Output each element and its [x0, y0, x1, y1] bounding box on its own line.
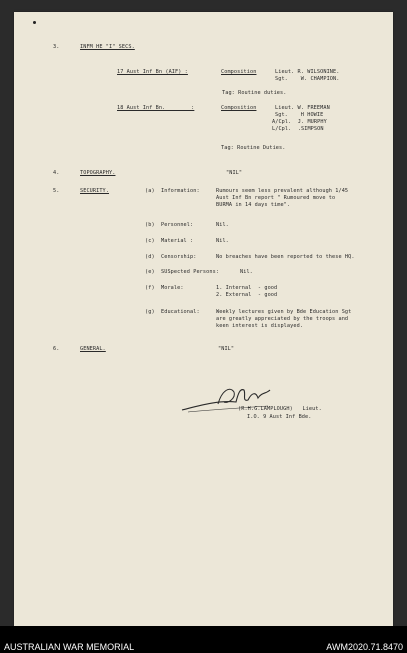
item-f-label: Morale:	[161, 285, 184, 291]
item-a-label: Information:	[161, 188, 200, 194]
composition-2-line-3: A/Cpl. J. MURPHY	[272, 119, 327, 125]
archive-footer	[0, 626, 407, 653]
tag-2: Tag: Routine Duties.	[221, 145, 286, 151]
item-g-label: Educational:	[161, 309, 200, 315]
item-a-line-1: Rumours seem less prevalent although 1/45	[216, 188, 349, 194]
tag-1: Tag: Routine duties.	[222, 90, 287, 96]
item-g-line-2: are greatly appreciated by the troops and	[216, 316, 349, 322]
section-6-number: 6.	[53, 346, 60, 352]
item-c-label: Material :	[161, 238, 194, 244]
composition-label-1: Composition	[221, 69, 257, 75]
section-3-number: 3.	[53, 44, 60, 50]
item-g-key: (g)	[145, 309, 155, 315]
section-6-title: GENERAL.	[80, 346, 106, 352]
item-e-label: SUSpected Persons:	[161, 269, 220, 275]
item-e-value: Nil.	[240, 269, 253, 275]
composition-1-line-1: Lieut. R. WILSONINE.	[275, 69, 340, 75]
item-e-key: (e)	[145, 269, 155, 275]
item-d-value: No breaches have been reported to these HQ.	[216, 254, 355, 260]
signatory-name: (R.H.G.LAMPLOUGH) Lieut.	[238, 406, 322, 412]
composition-2-line-2: Sgt. H HOWIE	[275, 112, 324, 118]
accession-number: AWM2020.71.8470	[326, 642, 403, 652]
item-a-key: (a)	[145, 188, 155, 194]
composition-2-line-4: L/Cpl. .SIMPSON	[272, 126, 324, 132]
item-b-label: Personnel:	[161, 222, 194, 228]
unit-17-heading: 17 Aust Inf Bn (AIF) :	[117, 69, 188, 75]
item-a-line-2: Aust Inf Bn report " Rumoured move to	[216, 195, 336, 201]
signatory-role: I.O. 9 Aust Inf Bde.	[247, 414, 312, 420]
item-f-line-1: 1. Internal - good	[216, 285, 278, 291]
section-5-title: SECURITY.	[80, 188, 110, 194]
item-a-line-3: BURMA in 14 days time".	[216, 202, 291, 208]
item-f-line-2: 2. External - good	[216, 292, 278, 298]
composition-2-line-1: Lieut. W. FREEMAN	[275, 105, 330, 111]
composition-label-2: Composition	[221, 105, 257, 111]
punch-hole	[33, 21, 36, 24]
item-c-value: Nil.	[216, 238, 229, 244]
item-g-line-3: keen interest is displayed.	[216, 323, 304, 329]
item-b-key: (b)	[145, 222, 155, 228]
section-4-value: "NIL"	[226, 170, 243, 176]
section-6-value: "NIL"	[218, 346, 235, 352]
section-4-title: TOPOGRAPHY.	[80, 170, 116, 176]
item-c-key: (c)	[145, 238, 155, 244]
item-f-key: (f)	[145, 285, 155, 291]
item-d-key: (d)	[145, 254, 155, 260]
item-g-line-1: Weekly lectures given by Bde Education Sgt	[216, 309, 352, 315]
item-d-label: Censorship:	[161, 254, 197, 260]
section-4-number: 4.	[53, 170, 60, 176]
institution-name: AUSTRALIAN WAR MEMORIAL	[4, 642, 135, 652]
item-b-value: Nil.	[216, 222, 229, 228]
section-5-number: 5.	[53, 188, 60, 194]
unit-18-heading: 18 Aust Inf Bn. :	[117, 105, 195, 111]
composition-1-line-2: Sgt. W. CHAMPION.	[275, 76, 340, 82]
section-3-title: INFM HE "I" SECS.	[80, 44, 135, 50]
